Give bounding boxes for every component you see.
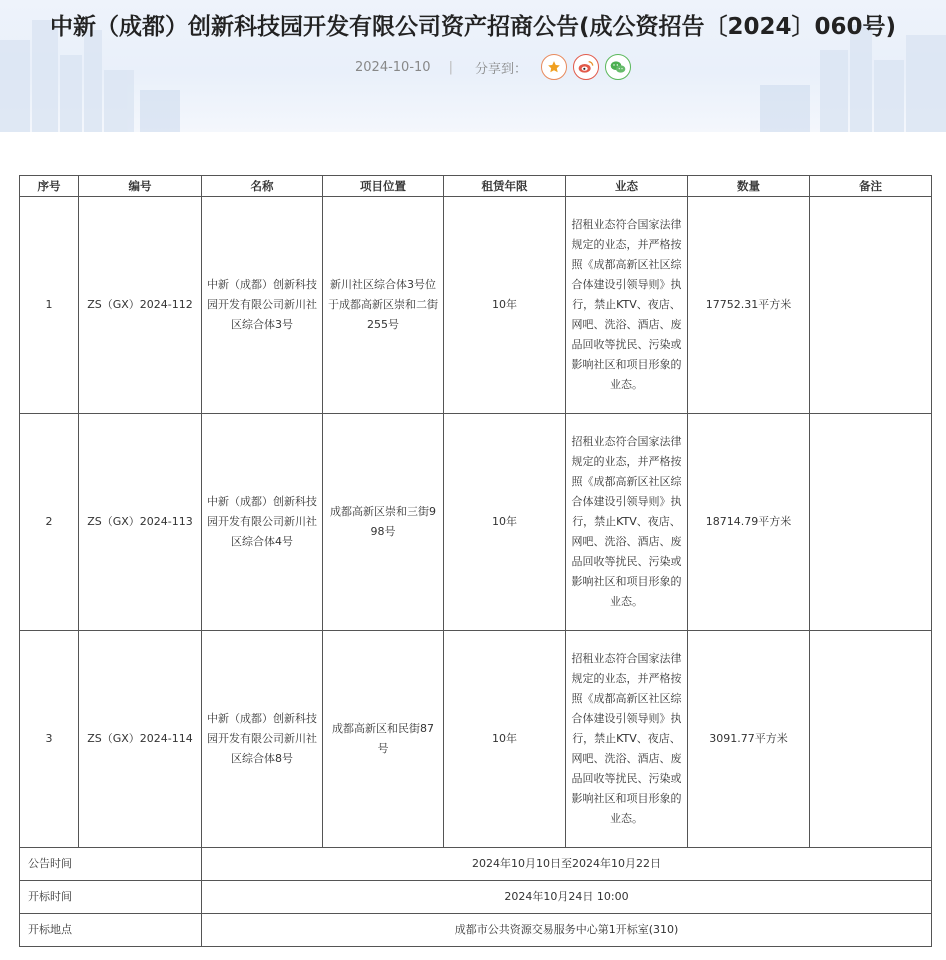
bid-opening-time-label: 开标时间 (20, 881, 202, 914)
notice-table (19, 175, 932, 947)
table-row (20, 197, 932, 414)
share-weibo-button[interactable] (573, 54, 599, 80)
article-meta (0, 54, 946, 80)
cell-remark (810, 631, 932, 848)
publish-date: 2024-10-10 (355, 59, 431, 75)
notice-time-value: 2024年10月10日至2024年10月22日 (202, 848, 932, 881)
page-header (0, 0, 946, 132)
share-favorite-button[interactable] (541, 54, 567, 80)
cell-quantity: 17752.31平方米 (688, 197, 810, 414)
share-label: 分享到： (474, 61, 527, 77)
cell-location: 成都高新区和民街87号 (323, 631, 444, 848)
cell-term: 10年 (444, 197, 566, 414)
cell-name: 中新（成都）创新科技园开发有限公司新川社区综合体4号 (202, 414, 323, 631)
bid-opening-location-label: 开标地点 (20, 914, 202, 947)
column-header-index: 序号 (20, 176, 79, 197)
cell-index: 3 (20, 631, 79, 848)
bid-opening-time-row (20, 881, 932, 914)
table-row (20, 631, 932, 848)
bid-opening-location-value: 成都市公共资源交易服务中心第1开标室(310) (202, 914, 932, 947)
cell-name: 中新（成都）创新科技园开发有限公司新川社区综合体3号 (202, 197, 323, 414)
star-icon (547, 60, 561, 74)
cell-index: 1 (20, 197, 79, 414)
meta-divider: | (448, 59, 453, 75)
notice-time-label: 公告时间 (20, 848, 202, 881)
table-header-row (20, 176, 932, 197)
cell-location: 成都高新区崇和三街998号 (323, 414, 444, 631)
bid-opening-time-value: 2024年10月24日 10:00 (202, 881, 932, 914)
cell-index: 2 (20, 414, 79, 631)
column-header-code: 编号 (79, 176, 202, 197)
cell-quantity: 18714.79平方米 (688, 414, 810, 631)
column-header-name: 名称 (202, 176, 323, 197)
cell-location: 新川社区综合体3号位于成都高新区崇和二街255号 (323, 197, 444, 414)
column-header-location: 项目位置 (323, 176, 444, 197)
cell-term: 10年 (444, 631, 566, 848)
bid-opening-location-row (20, 914, 932, 947)
cell-usage: 招租业态符合国家法律规定的业态，并严格按照《成都高新区社区综合体建设引领导则》执行，禁止KTV、夜店、网吧、洗浴、酒店、废品回收等扰民、污染或影响社区和项目形象的业态。 (566, 414, 688, 631)
cell-usage: 招租业态符合国家法律规定的业态，并严格按照《成都高新区社区综合体建设引领导则》执行，禁止KTV、夜店、网吧、洗浴、酒店、废品回收等扰民、污染或影响社区和项目形象的业态。 (566, 197, 688, 414)
weibo-icon (578, 60, 594, 74)
cell-usage: 招租业态符合国家法律规定的业态，并严格按照《成都高新区社区综合体建设引领导则》执行，禁止KTV、夜店、网吧、洗浴、酒店、废品回收等扰民、污染或影响社区和项目形象的业态。 (566, 631, 688, 848)
cell-term: 10年 (444, 414, 566, 631)
cell-quantity: 3091.77平方米 (688, 631, 810, 848)
cell-code: ZS（GX）2024-112 (79, 197, 202, 414)
column-header-term: 租赁年限 (444, 176, 566, 197)
column-header-remark: 备注 (810, 176, 932, 197)
column-header-quantity: 数量 (688, 176, 810, 197)
table-row (20, 414, 932, 631)
notice-time-row (20, 848, 932, 881)
cell-remark (810, 197, 932, 414)
cell-remark (810, 414, 932, 631)
cell-name: 中新（成都）创新科技园开发有限公司新川社区综合体8号 (202, 631, 323, 848)
page-title: 中新（成都）创新科技园开发有限公司资产招商公告(成公资招告〔2024〕060号) (49, 14, 897, 40)
column-header-usage: 业态 (566, 176, 688, 197)
wechat-icon (610, 60, 626, 74)
cell-code: ZS（GX）2024-113 (79, 414, 202, 631)
cell-code: ZS（GX）2024-114 (79, 631, 202, 848)
share-wechat-button[interactable] (605, 54, 631, 80)
